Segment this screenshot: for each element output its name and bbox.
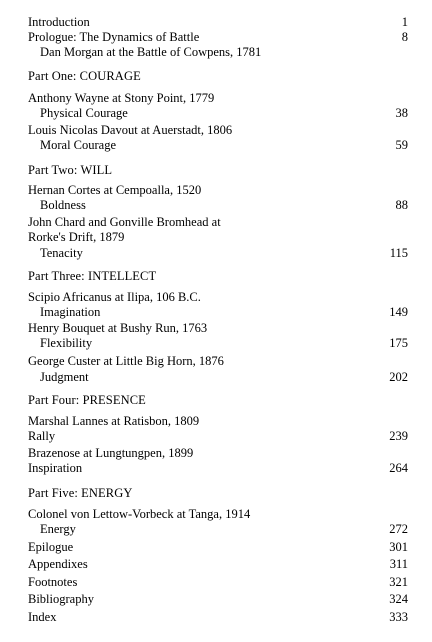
toc-entry-title: George Custer at Little Big Horn, 1876 (28, 354, 224, 368)
toc-page-number: 239 (389, 429, 408, 443)
toc-entry-title: Epilogue (28, 540, 74, 554)
toc-line (0, 460, 432, 477)
toc-line (0, 197, 432, 214)
toc-entry-title: Brazenose at Lungtungpen, 1899 (28, 446, 194, 460)
toc-entry-title: Index (28, 610, 57, 624)
toc-part-heading (0, 268, 432, 285)
toc-entry-title: Rorke's Drift, 1879 (28, 230, 125, 244)
part-title: Part Two: WILL (28, 163, 113, 177)
toc-page-number: 175 (389, 336, 408, 350)
toc-entry-title: Marshal Lannes at Ratisbon, 1809 (28, 414, 200, 428)
toc-entry-title: Henry Bouquet at Bushy Run, 1763 (28, 321, 208, 335)
toc-entry-title: Physical Courage (40, 106, 128, 120)
toc-entry-title: Anthony Wayne at Stony Point, 1779 (28, 91, 215, 105)
toc-page-number: 8 (401, 30, 408, 44)
toc-line (0, 44, 432, 61)
toc-page-number: 324 (389, 592, 408, 606)
toc-line (0, 335, 432, 352)
toc-entry-title: Tenacity (40, 246, 83, 260)
toc-entry-title: Colonel von Lettow-Vorbeck at Tanga, 1914 (28, 507, 251, 521)
part-title: Part Three: INTELLECT (28, 269, 157, 283)
toc-line (0, 353, 432, 370)
part-title: Part Five: ENERGY (28, 486, 133, 500)
toc-entry-title: Hernan Cortes at Cempoalla, 1520 (28, 183, 202, 197)
toc-line (0, 245, 432, 262)
toc-page-number: 149 (389, 305, 408, 319)
part-title: Part One: COURAGE (28, 69, 141, 83)
toc-page-number: 321 (389, 575, 408, 589)
toc-page-number: 88 (395, 198, 408, 212)
toc-line (0, 521, 432, 538)
toc-line (0, 574, 432, 591)
toc-line (0, 137, 432, 154)
toc-entry-title: Rally (28, 429, 56, 443)
toc-part-heading (0, 68, 432, 85)
toc-page-number: 272 (389, 522, 408, 536)
toc-line (0, 556, 432, 573)
toc-entry-title: Scipio Africanus at Ilipa, 106 B.C. (28, 290, 201, 304)
toc-page-number: 59 (395, 138, 408, 152)
toc-entry-title: Judgment (40, 370, 89, 384)
toc-line (0, 539, 432, 556)
toc-part-heading (0, 392, 432, 409)
toc-entry-title: Bibliography (28, 592, 94, 606)
toc-page-number: 38 (395, 106, 408, 120)
toc-page-number: 264 (389, 461, 408, 475)
toc-entry-title: Prologue: The Dynamics of Battle (28, 30, 200, 44)
toc-page-number: 115 (389, 246, 408, 260)
toc-line (0, 428, 432, 445)
toc-entry-title: Appendixes (28, 557, 88, 571)
toc-entry-title: Footnotes (28, 575, 78, 589)
toc-part-heading (0, 485, 432, 502)
toc-page-number: 333 (389, 610, 408, 624)
toc-line (0, 609, 432, 626)
toc-entry-title: Boldness (40, 198, 86, 212)
toc-entry-title: Louis Nicolas Davout at Auerstadt, 1806 (28, 123, 233, 137)
toc-page-number: 301 (389, 540, 408, 554)
toc-line (0, 229, 432, 246)
toc-part-heading (0, 162, 432, 179)
toc-entry-title: Moral Courage (40, 138, 117, 152)
toc-page-number: 1 (401, 15, 408, 29)
toc-entry-title: Imagination (40, 305, 101, 319)
toc-entry-title: Flexibility (40, 336, 93, 350)
toc-line (0, 369, 432, 386)
part-title: Part Four: PRESENCE (28, 393, 146, 407)
toc-page-number: 311 (389, 557, 408, 571)
toc-entry-title: Inspiration (28, 461, 83, 475)
toc-page-number: 202 (389, 370, 408, 384)
toc-entry-title: Introduction (28, 15, 90, 29)
toc-entry-title: John Chard and Gonville Bromhead at (28, 215, 221, 229)
toc-line (0, 105, 432, 122)
toc-entry-title: Energy (40, 522, 76, 536)
toc-entry-title: Dan Morgan at the Battle of Cowpens, 1781 (40, 45, 262, 59)
toc-line (0, 591, 432, 608)
toc-line (0, 304, 432, 321)
